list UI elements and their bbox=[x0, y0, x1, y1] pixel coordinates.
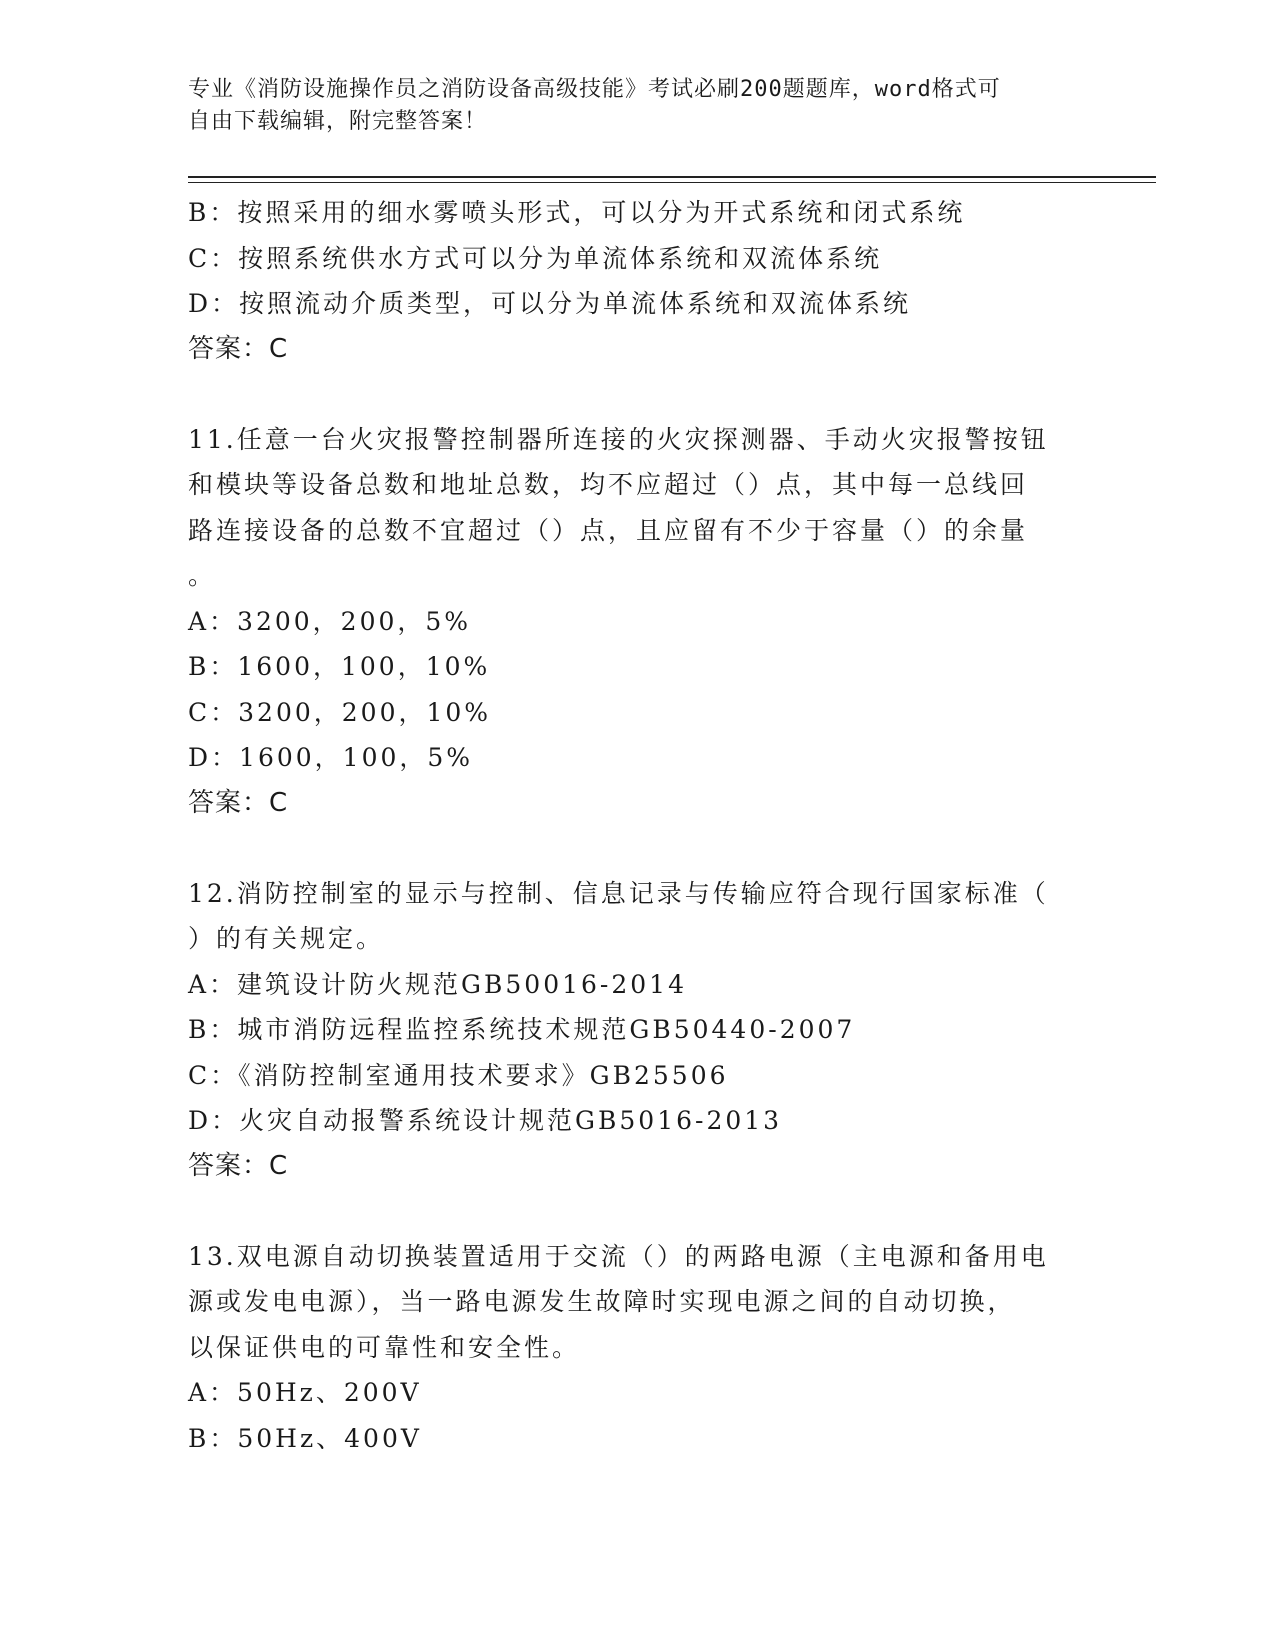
question-10-tail bbox=[188, 190, 1088, 372]
option-d: D：按照流动介质类型，可以分为单流体系统和双流体系统 bbox=[188, 289, 912, 318]
question-12 bbox=[188, 871, 1088, 1189]
header-line-2: 自由下载编辑，附完整答案！ bbox=[188, 109, 488, 134]
option-b: B：50Hz、400V bbox=[188, 1423, 422, 1453]
question-stem-line: 和模块等设备总数和地址总数，均不应超过（）点，其中每一总线回 bbox=[188, 470, 1029, 499]
option-d: D：火灾自动报警系统设计规范GB5016-2013 bbox=[188, 1106, 783, 1135]
header-divider-thick bbox=[188, 176, 1156, 178]
question-stem-line: 路连接设备的总数不宜超过（）点，且应留有不少于容量（）的余量 bbox=[188, 515, 1029, 545]
option-b: B：1600，100，10% bbox=[188, 652, 491, 681]
question-stem-line: 。 bbox=[188, 561, 217, 590]
question-stem-line: 源或发电电源），当一路电源发生故障时实现电源之间的自动切换， bbox=[188, 1287, 1016, 1316]
question-stem-line: 11.任意一台火灾报警控制器所连接的火灾探测器、手动火灾报警按钮 bbox=[188, 424, 1049, 454]
answer-line: 答案：C bbox=[188, 1150, 289, 1181]
option-a: A：建筑设计防火规范GB50016-2014 bbox=[188, 969, 687, 999]
option-a: A：3200，200，5% bbox=[188, 606, 472, 636]
answer-line: 答案：C bbox=[188, 333, 289, 364]
header-divider-thin bbox=[188, 182, 1156, 183]
question-11 bbox=[188, 417, 1088, 826]
option-c: C：《消防控制室通用技术要求》GB25506 bbox=[188, 1060, 729, 1090]
header-line-1: 专业《消防设施操作员之消防设备高级技能》考试必刷200题题库，word格式可 bbox=[188, 77, 1001, 102]
document-body bbox=[188, 190, 1088, 1461]
question-stem-line: 12.消防控制室的显示与控制、信息记录与传输应符合现行国家标准（ bbox=[188, 878, 1049, 908]
option-c: C：按照系统供水方式可以分为单流体系统和双流体系统 bbox=[188, 243, 883, 273]
question-stem-line: 以保证供电的可靠性和安全性。 bbox=[188, 1332, 581, 1362]
option-a: A：50Hz、200V bbox=[188, 1378, 422, 1407]
question-stem-line: ）的有关规定。 bbox=[188, 924, 385, 953]
answer-line: 答案：C bbox=[188, 787, 289, 818]
option-b: B：按照采用的细水雾喷头形式，可以分为开式系统和闭式系统 bbox=[188, 198, 966, 227]
document-header bbox=[188, 74, 1088, 138]
option-d: D：1600，100，5% bbox=[188, 743, 474, 772]
option-b: B：城市消防远程监控系统技术规范GB50440-2007 bbox=[188, 1015, 856, 1044]
option-c: C：3200，200，10% bbox=[188, 697, 492, 727]
question-stem-line: 13.双电源自动切换装置适用于交流（）的两路电源（主电源和备用电 bbox=[188, 1241, 1049, 1271]
question-13 bbox=[188, 1234, 1088, 1462]
